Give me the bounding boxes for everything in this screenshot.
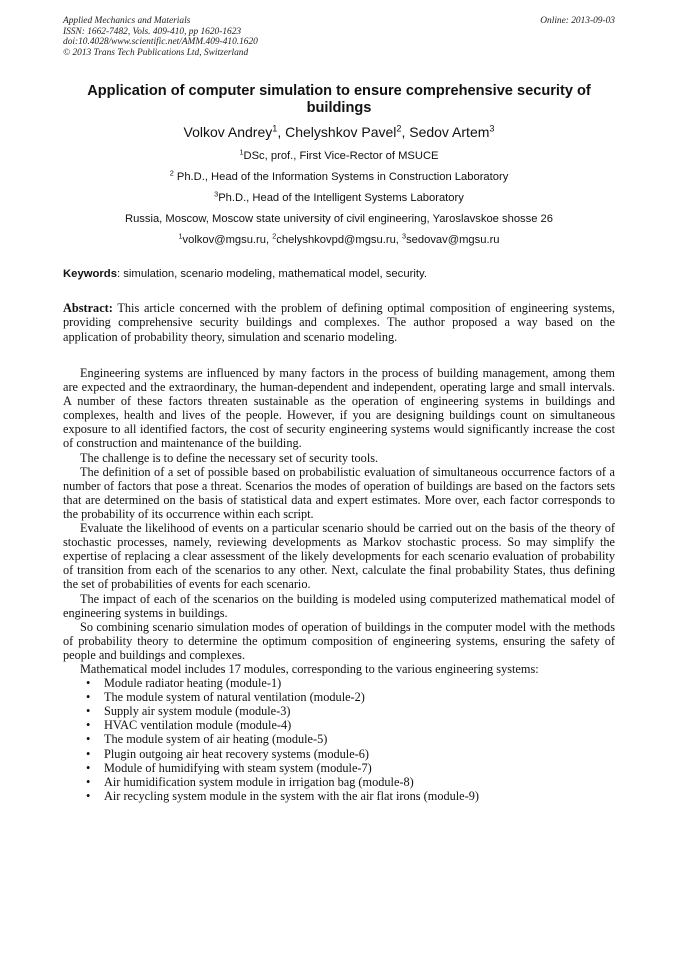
paragraph: Mathematical model includes 17 modules, corresponding to the various engineering systems: [80,661,539,676]
list-item: • Module radiator heating (module-1) [63,676,615,690]
email-link: sedovav@mgsu.ru [406,234,500,246]
affiliation-1 [63,147,615,163]
paragraph: Evaluate the likelihood of events on a particular scenario should be carried out on the basis of the theory of stochastic processes, namely, reviewing developments as Markov stochastic process. So may simplify the expertise of replacing a clear assessment of the likely developments for each scenario evaluation of probability of transition from each of the scenarios to any other. Next, calculate the final probability States, thus defining the set of probabilities of events for each scenario. [63,521,615,592]
author-name: Sedov Artem [409,124,490,140]
list-item: • Module of humidifying with steam system (module-7) [63,761,615,775]
keywords-text: : simulation, scenario modeling, mathematical model, security. [117,268,427,280]
email-link: chelyshkovpd@mgsu.ru, [276,234,403,246]
affiliation-3 [63,189,615,205]
abstract-label: Abstract: [63,301,113,315]
paragraph: Engineering systems are influenced by many factors in the process of building management, among them are expected and the extraordinary, the human-dependent and independent, operating large and small intervals. A number of these factors threaten sustainable as the operation of engineering systems in buildings and complexes, health and lives of the people. However, if you are designing buildings count on simultaneous exposure to all identified factors, the cost of security engineering systems would significantly increase the cost of construction and maintenance of the building. [63,366,615,451]
affiliation-address [63,213,615,226]
list-item: • The module system of natural ventilation (module-2) [63,690,615,704]
author-name: Volkov Andrey [183,124,273,140]
email-link: volkov@mgsu.ru, [182,234,273,246]
issn-line: ISSN: 1662-7482, Vols. 409-410, pp 1620-1623 [63,26,242,37]
author-sup: 1 [272,123,278,134]
list-item: • HVAC ventilation module (module-4) [63,718,615,732]
body-text [63,366,615,803]
journal-header [63,16,615,58]
list-item: • Air humidification system module in irrigation bag (module-8) [63,775,615,789]
email-sup: 1 [178,231,183,241]
affiliation-text: DSc, prof., First Vice-Rector of MSUCE [243,150,439,162]
keywords-label: Keywords [63,268,117,280]
doi-line: doi:10.4028/www.scientific.net/AMM.409-410.1620 [63,37,258,48]
abstract-text: This article concerned with the problem of defining optimal composition of engineering systems, providing comprehensive security buildings and complexes. The author proposed a way based on the application of probability theory, simulation and scenario modeling. [63,301,615,344]
author-sup: 3 [489,123,495,134]
affiliation-text: Ph.D., Head of the Information Systems in Construction Laboratory [173,171,509,183]
affiliation-sup: 1 [239,147,244,157]
author-sup: 2 [396,123,402,134]
module-list [63,676,615,803]
affiliation-text: Russia, Moscow, Moscow state university of civil engineering, Yaroslavskoe shosse 26 [124,213,553,225]
author-separator: , [401,124,410,140]
list-item: • Supply air system module (module-3) [63,704,615,718]
email-sup: 2 [272,231,277,241]
paragraph: So combining scenario simulation modes of operation of buildings in the computer model with the methods of probability theory to determine the optimum composition of engineering systems, ensuring the safety of people and buildings and complexes. [63,619,615,662]
paragraph: The impact of each of the scenarios on the building is modeled using computerized mathematical model of engineering systems in buildings. [63,591,615,620]
email-line [63,231,615,247]
author-separator: , [277,124,286,140]
paragraph: The definition of a set of possible based on probabilistic evaluation of simultaneous occurrence factors of a number of factors that pose a threat. Scenarios the modes of operation of buildings are based on the factors sets that are determined on the basis of statistical data and expert estimates. More over, each factor corresponds to the probability of its occurrence within each script. [63,464,615,521]
list-item: • Plugin outgoing air heat recovery systems (module-6) [63,747,615,761]
author-list [63,124,615,141]
paragraph: The challenge is to define the necessary set of security tools. [80,450,379,465]
abstract [63,301,615,344]
keywords [63,268,615,281]
affiliation-2 [63,168,615,184]
affiliation-sup: 2 [169,168,174,178]
journal-name: Applied Mechanics and Materials [63,16,191,26]
list-item: • The module system of air heating (module-5) [63,732,615,746]
email-sup: 3 [402,231,407,241]
copyright-line: © 2013 Trans Tech Publications Ltd, Switzerland [63,47,249,58]
list-item: • Air recycling system module in the system with the air flat irons (module-9) [63,789,615,803]
affiliation-sup: 3 [214,189,219,199]
author-name: Chelyshkov Pavel [285,124,397,140]
paper-title: Application of computer simulation to ensure comprehensive security of buildings [87,83,591,116]
online-date: Online: 2013-09-03 [540,16,615,26]
affiliation-text: Ph.D., Head of the Intelligent Systems Laboratory [218,192,464,204]
